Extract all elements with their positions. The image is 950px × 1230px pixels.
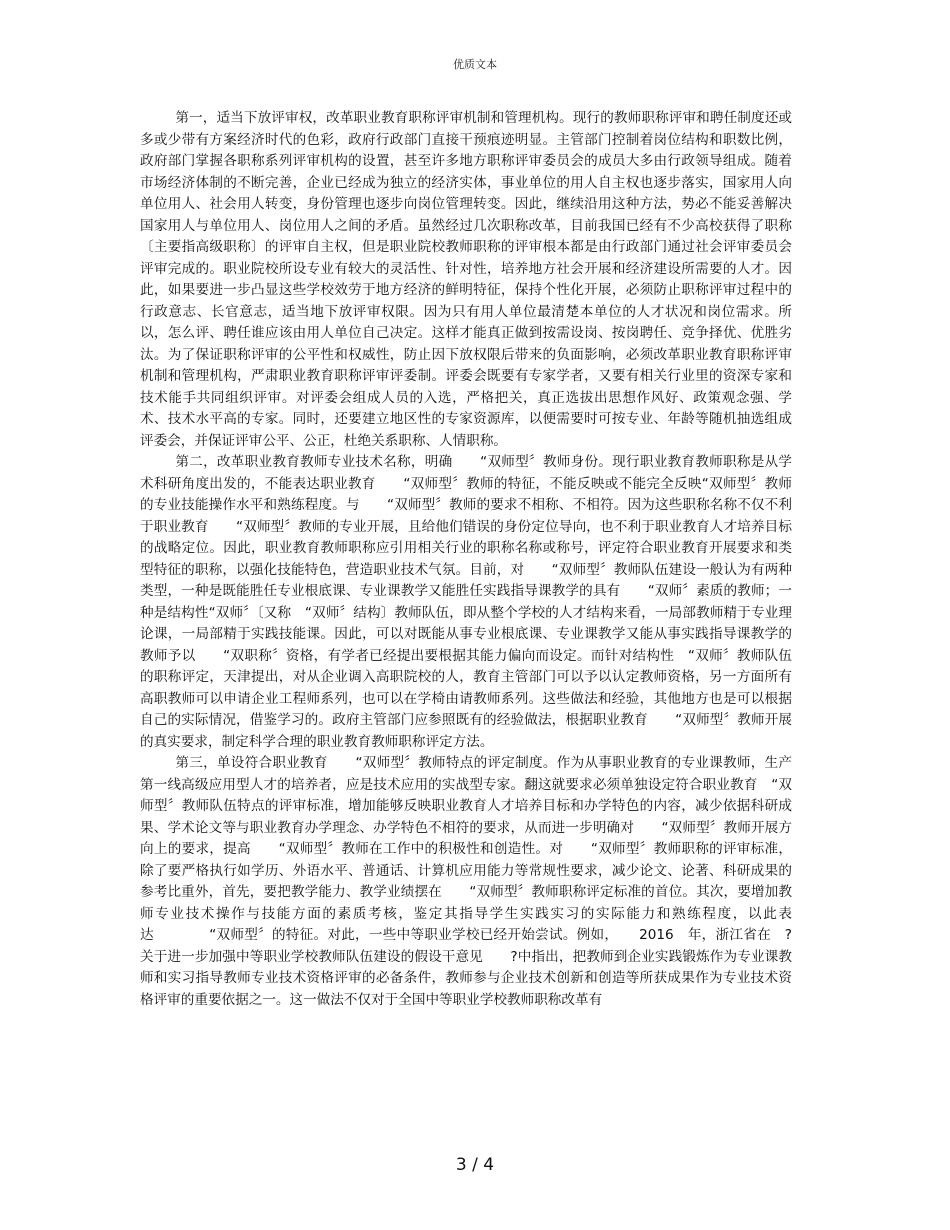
paragraph-second: 第二，改革职业教育教师专业技术名称，明确 “双师型〞教师身份。现行职业教育教师职称是从学术科研角度出发的，不能表达职业教育 “双师型〞教师的特征，不能反映或不能完全反映“双师型〞教师的专业技能操作水平和熟练程度。与 “双师型〞教师的要求不相称、不相符。因为这些职称名称不仅不利于职业教育 “双师型〞教师的专业开展，且给他们错误的身份定位导向，也不利于职业教育人才培养目标的战略定位。因此，职业教育教师职称应引用相关行业的职称名称或称号，评定符合职业教育开展要求和类型特征的职称，以强化技能特色，营造职业技术气氛。目前，对 “双师型〞教师队伍建设一般认为有两种类型，一种是既能胜任专业根底课、专业课教学又能胜任实践指导课教学的具有 “双师〞素质的教师；一种是结构性“双师〞〔又称 “双师〞结构〕教师队伍，即从整个学校的人才结构来看，一局部教师精于专业理论课，一局部精于实践技能课。因此，可以对既能从事专业根底课、专业课教学又能从事实践指导课教学的教师予以 “双职称〞资格，有学者已经提出要根据其能力偏向而设定。而针对结构性 “双师〞教师队伍的职称评定，天津提出，对从企业调入高职院校的人，教育主管部门可以予以认定教师资格，另一方面所有高职教师可以申请企业工程师系列，也可以在学椅由请教师系列。这些做法和经验，其他地方也是可以根据自己的实际情况，借鉴学习的。政府主管部门应参照既有的经验做法，根据职业教育 “双师型〞教师开展的真实要求，制定科学合理的职业教育教师职称评定方法。 (140, 454, 792, 750)
page-number: 3 / 4 (455, 1155, 495, 1175)
paragraph-first: 第一，适当下放评审权，改革职业教育职称评审机制和管理机构。现行的教师职称评审和聘任制度还或多或少带有方案经济时代的色彩，政府行政部门直接干预痕迹明显。主管部门控制着岗位结构和职数比例，政府部门掌握各职称系列评审机构的设置，甚至许多地方职称评审委员会的成员大多由行政领导组成。随着市场经济体制的不断完善，企业已经成为独立的经济实体，事业单位的用人自主权也逐步落实，国家用人向单位用人、社会用人转变，身份管理也逐步向岗位管理转变。因此，继续沿用这种方法，势必不能妥善解决国家用人与单位用人、岗位用人之间的矛盾。虽然经过几次职称改革，目前我国已经有不少高校获得了职称〔主要指高级职称〕的评审自主权，但是职业院校教师职称的评审根本都是由行政部门通过社会评审委员会评审完成的。职业院校所设专业有较大的灵活性、针对性，培养地方社会开展和经济建设所需要的人才。因此，如果要进一步凸显这些学校效劳于地方经济的鲜明特征，保持个性化开展，必须防止职称评审过程中的行政意志、长官意志，适当地下放评审权限。因为只有用人单位最清楚本单位的人才状况和岗位需求。所以，怎么评、聘任谁应该由用人单位自己决定。这样才能真正做到按需设岗、按岗聘任、竞争择优、优胜劣汰。为了保证职称评审的公平性和权威性，防止因下放权限后带来的负面影响，必须改革职业教育职称评审机制和管理机构，严肃职业教育职称评审评委制。评委会既要有专家学者，又要有相关行业里的资深专家和技术能手共同组织评审。对评委会组成人员的入选，严格把关，真正选拔出思想作风好、政策观念强、学术、技术水平高的专家。同时，还要建立地区性的专家资源库，以便需要时可按专业、年龄等随机抽选组成评委会，并保证评审公平、公正，杜绝关系职称、人情职称。 (140, 110, 792, 449)
paragraph-third: 第三，单设符合职业教育 “双师型〞教师特点的评定制度。作为从事职业教育的专业课教师，生产第一线高级应用型人才的培养者，应是技术应用的实战型专家。翻这就要求必须单独设定符合职业教育 “双师型〞教师队伍特点的评审标准，增加能够反映职业教育人才培养目标和办学特色的内容，减少依据科研成果、学术论文等与职业教育办学理念、办学特色不相符的要求，从而进一步明确对 “双师型〞教师开展方向上的要求，提高 “双师型〞教师在工作中的积极性和创造性。对 “双师型〞教师职称的评审标准，除了要严格执行如学历、外语水平、普通话、计算机应用能力等常规性要求，减少论文、论著、科研成果的参考比重外，首先，要把教学能力、教学业绩摆在 “双师型〞教师职称评定标准的首位。其次，要增加教师专业技术操作与技能方面的素质考核，鉴定其指导学生实践实习的实际能力和熟练程度，以此表达 “双师型〞的特征。对此，一些中等职业学校已经开始尝试。例如， 2016 年，浙江省在 ?关于进一步加强中等职业学校教师队伍建设的假设干意见 ?中指出，把教师到企业实践锻炼作为专业课教师和实习指导教师专业技术资格评审的必备条件，教师参与企业技术创新和创造等所获成果作为专业技术资格评审的重要依据之一。这一做法不仅对于全国中等职业学校教师职称改革有 (140, 755, 792, 1008)
page-header: 优质文本 (453, 58, 497, 71)
document-body (140, 108, 792, 1011)
